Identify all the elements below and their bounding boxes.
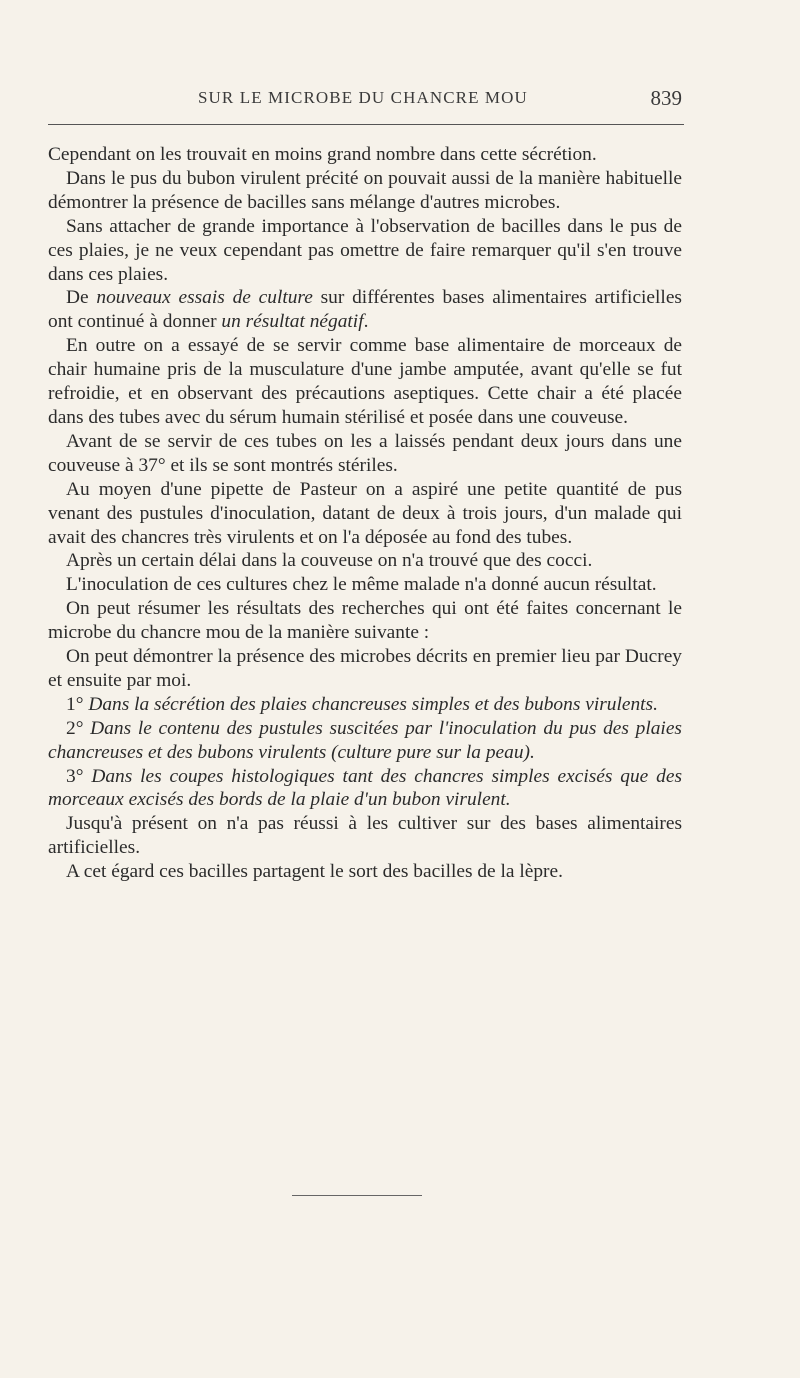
paragraph-4-middle: sur différentes bases alimentaires artificielles ont continué à donner	[48, 287, 682, 333]
paragraph-3: Sans attacher de grande importance à l'observation de bacilles dans le pus de ces plaies, je ne veux cependant pas omettre de faire remarquer qu'il s'en trouve dans ces plaies.	[48, 215, 682, 285]
list-item-1-text: Dans la sécrétion des plaies chancreuses simples et des bubons virulents.	[88, 693, 658, 715]
paragraph-4-emphasis-1: nouveaux essais de culture	[96, 287, 313, 309]
running-title: SUR LE MICROBE DU CHANCRE MOU	[198, 88, 528, 107]
paragraph-2: Dans le pus du bubon virulent précité on pouvait aussi de la manière habituelle démontrer la présence de bacilles sans mélange d'autres microbes.	[48, 167, 682, 213]
paragraph-10: On peut résumer les résultats des recherches qui ont été faites concernant le microbe du chancre mou de la manière suivante :	[48, 598, 682, 644]
paragraph-5: En outre on a essayé de se servir comme base alimentaire de morceaux de chair humaine pris de la musculature d'une jambe amputée, avant qu'elle se fut refroidie, et en observant des précautions aseptiques. Cette chair a été placée dans des tubes avec du sérum humain stérilisé et posée dans une couveuse.	[48, 335, 682, 428]
end-rule	[292, 1195, 422, 1196]
list-item-2	[48, 717, 682, 765]
list-item-3	[48, 765, 682, 813]
paragraph-4	[48, 286, 682, 334]
list-item-1	[48, 693, 682, 717]
paragraph-9: L'inoculation de ces cultures chez le même malade n'a donné aucun résultat.	[66, 574, 657, 596]
paragraph-4-start: De	[66, 287, 97, 309]
paragraph-4-emphasis-2: un résultat négatif	[221, 311, 364, 333]
paragraph-4-end: .	[363, 311, 369, 333]
list-item-3-text: Dans les coupes histologiques tant des chancres simples excisés que des morceaux excisés des bords de la plaie d'un bubon virulent.	[48, 765, 682, 811]
paragraph-13: A cet égard ces bacilles partagent le sort des bacilles de la lèpre.	[66, 861, 563, 883]
list-item-1-number: 1°	[66, 693, 89, 715]
list-item-2-number: 2°	[66, 717, 91, 739]
header-rule	[48, 124, 684, 125]
page-header	[48, 84, 684, 124]
paragraph-11: On peut démontrer la présence des microbes décrits en premier lieu par Ducrey et ensuite par moi.	[48, 646, 682, 691]
body-text	[48, 143, 682, 884]
paragraph-1: Cependant on les trouvait en moins grand nombre dans cette sécrétion.	[48, 144, 597, 165]
list-item-3-number: 3°	[66, 765, 92, 787]
list-item-2-text: Dans le contenu des pustules suscitées par l'inoculation du pus des plaies chancreuses et des bubons virulents (culture pure sur la peau).	[48, 717, 682, 763]
paragraph-6: Avant de se servir de ces tubes on les a laissés pendant deux jours dans une couveuse à 37° et ils se sont montrés stériles.	[48, 430, 682, 476]
page-number: 839	[650, 86, 682, 110]
paragraph-7: Au moyen d'une pipette de Pasteur on a aspiré une petite quantité de pus venant des pustules d'inoculation, datant de deux à trois jours, d'un malade qui avait des chancres très virulents et on l'a déposée au fond des tubes.	[48, 478, 682, 548]
paragraph-12: Jusqu'à présent on n'a pas réussi à les cultiver sur des bases alimentaires artificielles.	[48, 813, 682, 859]
paragraph-8: Après un certain délai dans la couveuse on n'a trouvé que des cocci.	[66, 550, 593, 572]
